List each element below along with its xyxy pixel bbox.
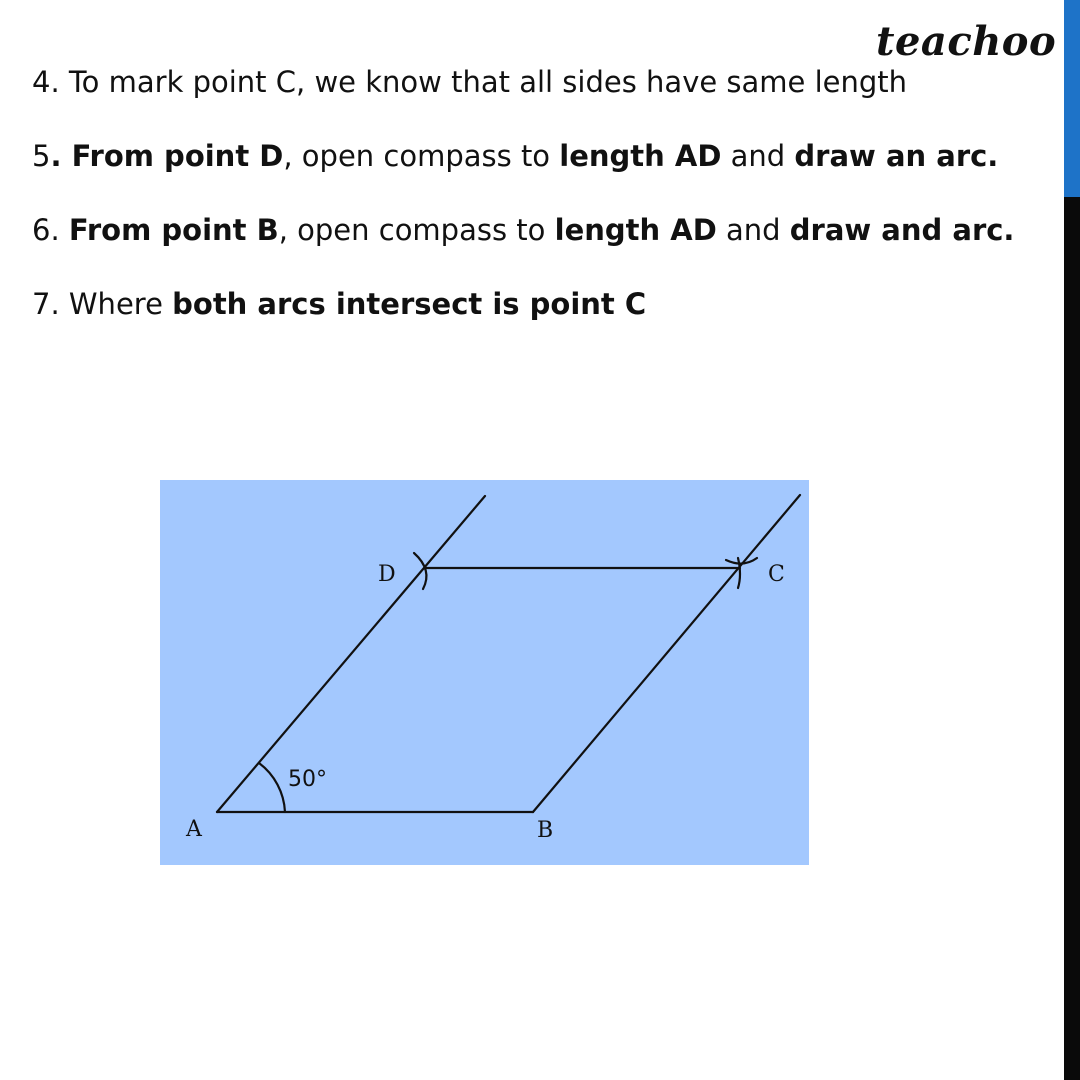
construction-steps [32, 62, 1052, 358]
step-text-bold: length AD [559, 139, 722, 173]
step-6 [32, 210, 1052, 284]
step-text-bold: draw an arc. [794, 139, 999, 173]
label-point-c: C [768, 562, 785, 587]
scrollbar[interactable] [1064, 0, 1080, 1080]
step-text: 5 [32, 139, 51, 173]
label-point-b: B [537, 818, 554, 843]
step-text: 6. [32, 213, 69, 247]
step-text-bold: draw and arc. [789, 213, 1015, 247]
step-text: 7. Where [32, 287, 173, 321]
teachoo-logo: teachoo [876, 18, 1057, 65]
label-angle-50: 50° [288, 767, 327, 792]
step-text: , open compass to [278, 213, 555, 247]
scrollbar-thumb[interactable] [1064, 0, 1080, 197]
angle-arc-a [259, 763, 285, 812]
rhombus-diagram [160, 480, 809, 865]
ray-ad [217, 496, 485, 812]
step-text-bold: . From point D [50, 139, 284, 173]
rhombus-construction-figure [160, 480, 809, 865]
label-point-d: D [378, 562, 396, 587]
step-text: , open compass to [283, 139, 560, 173]
ray-bc [533, 495, 800, 812]
step-text: and [716, 213, 790, 247]
arc-mark-c-1 [726, 558, 757, 564]
label-point-a: A [186, 817, 202, 842]
step-4 [32, 62, 1052, 136]
step-5 [32, 136, 1052, 210]
step-text: and [721, 139, 795, 173]
arc-mark-c-2 [738, 558, 740, 588]
step-text-bold: From point B [68, 213, 279, 247]
step-text-bold: both arcs intersect is point C [172, 287, 647, 321]
step-text: 4. To mark point C, we know that all sides have same length [32, 65, 908, 99]
step-7 [32, 284, 1052, 358]
step-text-bold: length AD [554, 213, 717, 247]
